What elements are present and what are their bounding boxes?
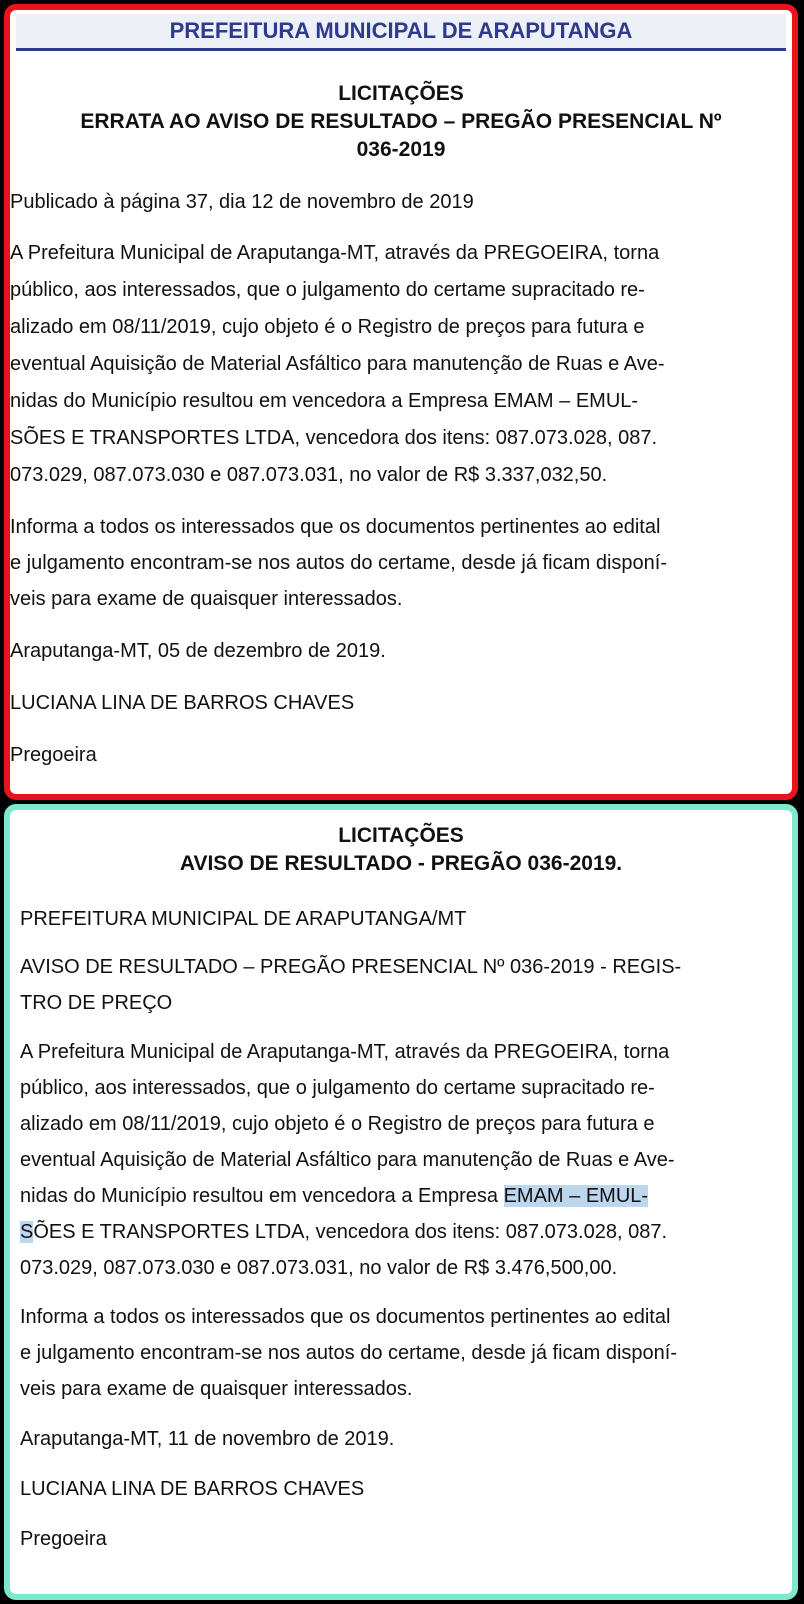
errata-heading-section: LICITAÇÕES: [338, 82, 464, 105]
original-body-line: [20, 1181, 648, 1211]
original-body-line: A Prefeitura Municipal de Araputanga-MT, através da PREGOEIRA, torna: [20, 1041, 670, 1063]
original-heading-title: AVISO DE RESULTADO - PREGÃO 036-2019.: [179, 852, 623, 875]
errata-info-line: Informa a todos os interessados que os documentos pertinentes ao edital: [10, 516, 661, 538]
errata-info-line: veis para exame de quaisquer interessados.: [10, 588, 403, 610]
errata-role: Pregoeira: [10, 744, 97, 766]
errata-signer: LUCIANA LINA DE BARROS CHAVES: [10, 692, 355, 714]
errata-published-line: Publicado à página 37, dia 12 de novembro de 2019: [10, 191, 474, 213]
original-heading-section: LICITAÇÕES: [338, 824, 464, 847]
original-body-line: [20, 1217, 667, 1247]
errata-body-line: SÕES E TRANSPORTES LTDA, vencedora dos itens: 087.073.028, 087.: [10, 427, 658, 449]
original-notice-panel: [4, 804, 798, 1600]
original-body-text: ÕES E TRANSPORTES LTDA, vencedora dos itens: 087.073.028, 087.: [33, 1221, 668, 1243]
errata-body-line: eventual Aquisição de Material Asfáltico para manutenção de Ruas e Ave-: [10, 353, 665, 375]
errata-heading-number: 036-2019: [356, 138, 446, 161]
original-body-line: alizado em 08/11/2019, cujo objeto é o Registro de preços para futura e: [20, 1113, 655, 1135]
errata-body-line: nidas do Município resultou em vencedora a Empresa EMAM – EMUL-: [10, 390, 639, 412]
errata-info-line: e julgamento encontram-se nos autos do certame, desde já ficam disponí-: [10, 552, 668, 574]
original-org: PREFEITURA MUNICIPAL DE ARAPUTANGA/MT: [20, 908, 467, 930]
original-body-text: nidas do Município resultou em vencedora a Empresa: [20, 1185, 504, 1207]
original-info-line: e julgamento encontram-se nos autos do certame, desde já ficam disponí-: [20, 1342, 678, 1364]
original-info-line: Informa a todos os interessados que os documentos pertinentes ao edital: [20, 1306, 671, 1328]
errata-body-line: A Prefeitura Municipal de Araputanga-MT, através da PREGOEIRA, torna: [10, 242, 660, 264]
municipality-header: PREFEITURA MUNICIPAL DE ARAPUTANGA: [16, 14, 786, 51]
original-body-line: 073.029, 087.073.030 e 087.073.031, no valor de R$ 3.476,500,00.: [20, 1257, 618, 1279]
highlighted-company-name: EMAM – EMUL-: [503, 1185, 649, 1207]
errata-body-line: público, aos interessados, que o julgamento do certame supracitado re-: [10, 279, 645, 301]
original-signer: LUCIANA LINA DE BARROS CHAVES: [20, 1478, 365, 1500]
original-role: Pregoeira: [20, 1528, 107, 1550]
errata-date: Araputanga-MT, 05 de dezembro de 2019.: [10, 640, 386, 662]
original-body-line: público, aos interessados, que o julgamento do certame supracitado re-: [20, 1077, 655, 1099]
original-body-line: eventual Aquisição de Material Asfáltico para manutenção de Ruas e Ave-: [20, 1149, 675, 1171]
original-date: Araputanga-MT, 11 de novembro de 2019.: [20, 1428, 395, 1450]
original-info-line: veis para exame de quaisquer interessados.: [20, 1378, 413, 1400]
highlighted-company-name-cont: S: [20, 1221, 34, 1243]
original-subject-line: TRO DE PREÇO: [20, 992, 173, 1014]
errata-body-line: alizado em 08/11/2019, cujo objeto é o Registro de preços para futura e: [10, 316, 645, 338]
errata-heading-title: ERRATA AO AVISO DE RESULTADO – PREGÃO PRESENCIAL Nº: [80, 110, 722, 133]
original-subject-line: AVISO DE RESULTADO – PREGÃO PRESENCIAL Nº 036-2019 - REGIS-: [20, 956, 682, 978]
errata-notice-panel: [4, 4, 798, 800]
errata-body-line: 073.029, 087.073.030 e 087.073.031, no valor de R$ 3.337,032,50.: [10, 464, 608, 486]
